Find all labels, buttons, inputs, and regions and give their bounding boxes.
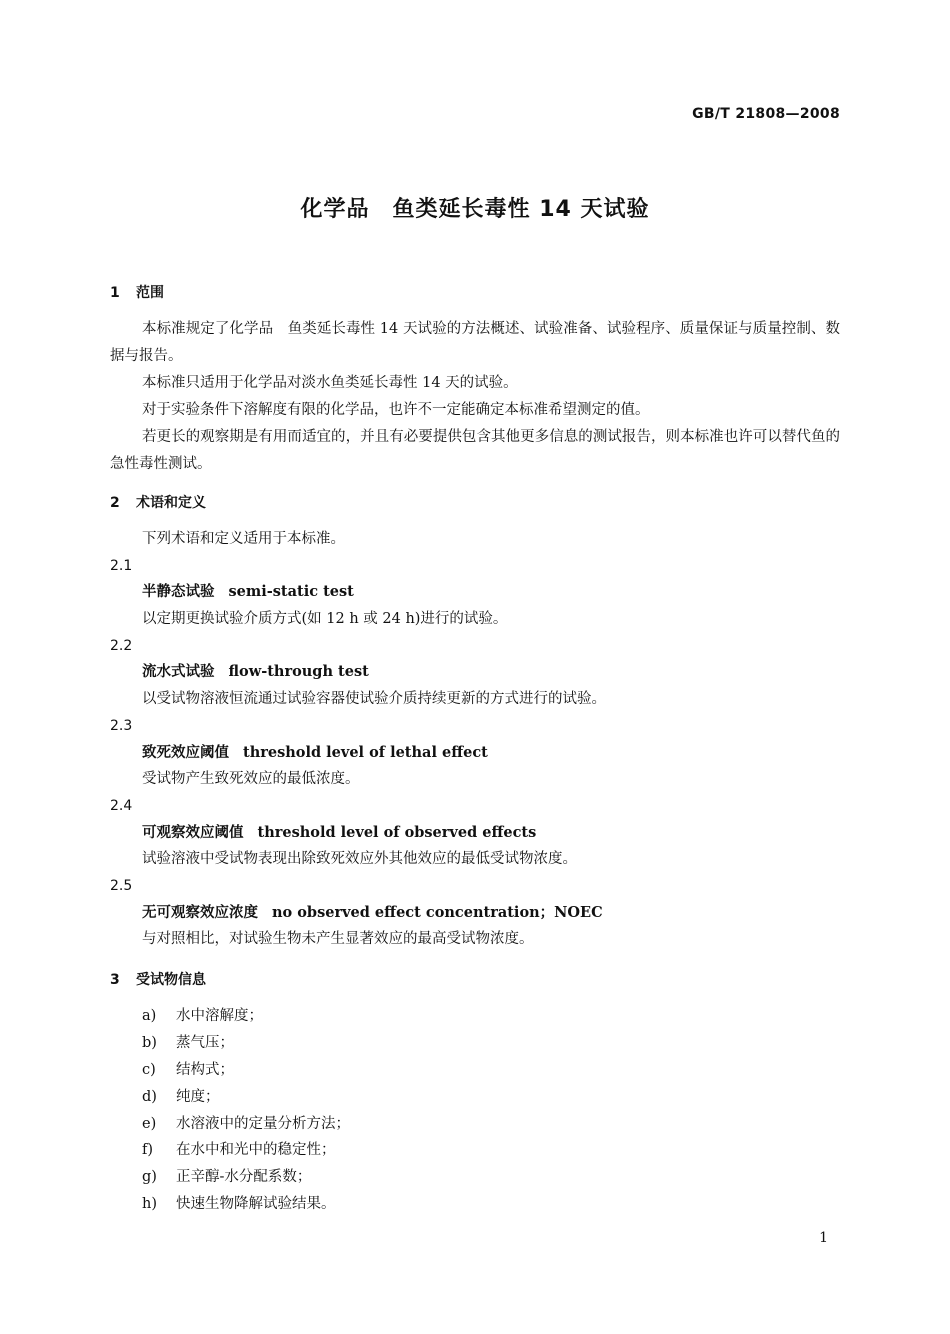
paragraph: 本标准规定了化学品 鱼类延长毒性 14 天试验的方法概述、试验准备、试验程序、质量保证与质量控制、数据与报告。 (110, 321, 840, 364)
list-item (110, 1137, 840, 1164)
clause-number: 2.4 (110, 797, 133, 814)
list-text: 水中溶解度； (176, 1008, 263, 1024)
term (110, 820, 840, 847)
list-label: c) (142, 1061, 156, 1078)
list-text: 结构式； (176, 1061, 234, 1078)
section-title: 术语和定义 (136, 495, 206, 511)
list-item (110, 1057, 840, 1084)
term-definition: 以定期更换试验介质方式(如 12 h 或 24 h)进行的试验。 (142, 611, 508, 628)
term (110, 740, 840, 767)
term-zh: 可观察效应阈值 (142, 823, 244, 841)
list-item (110, 1191, 840, 1218)
section-number: 2 (110, 495, 120, 511)
document-title: 化学品 鱼类延长毒性 14 天试验 (300, 197, 650, 222)
list-text: 在水中和光中的稳定性； (176, 1142, 336, 1159)
term-zh: 致死效应阈值 (142, 743, 229, 761)
section-title: 受试物信息 (136, 972, 206, 988)
section-number: 1 (110, 285, 120, 301)
list-text: 蒸气压； (176, 1034, 234, 1051)
section-intro: 下列术语和定义适用于本标准。 (142, 531, 345, 547)
term-zh: 半静态试验 (142, 583, 215, 601)
list-text: 快速生物降解试验结果。 (176, 1196, 336, 1213)
term-definition: 与对照相比，对试验生物未产生显著效应的最高受试物浓度。 (142, 931, 534, 948)
term-entry (110, 553, 840, 633)
term-en: threshold level of lethal effect (243, 743, 488, 761)
list-label: b) (142, 1034, 157, 1051)
document-body (110, 280, 840, 1218)
paragraph: 若更长的观察期是有用而适宜的，并且有必要提供包含其他更多信息的测试报告，则本标准也许可以替代鱼的急性毒性测试。 (110, 429, 840, 472)
clause-number: 2.3 (110, 717, 133, 734)
term (110, 900, 840, 927)
term-entry (110, 873, 840, 953)
list-label: f) (142, 1142, 154, 1159)
section-title: 范围 (136, 285, 164, 301)
list-label: h) (142, 1196, 157, 1213)
term-definition: 受试物产生致死效应的最低浓度。 (142, 771, 360, 788)
list-label: d) (142, 1088, 157, 1105)
info-list (110, 1003, 840, 1218)
section-number: 3 (110, 972, 120, 988)
term-en: threshold level of observed effects (257, 823, 537, 841)
list-label: a) (142, 1008, 157, 1024)
section-3-heading (110, 967, 840, 993)
clause-number: 2.2 (110, 637, 133, 654)
list-item (110, 1030, 840, 1057)
term-definition: 试验溶液中受试物表现出除致死效应外其他效应的最低受试物浓度。 (142, 851, 577, 868)
list-text: 正辛醇-水分配系数； (176, 1169, 312, 1186)
term-definition: 以受试物溶液恒流通过试验容器使试验介质持续更新的方式进行的试验。 (142, 691, 606, 708)
term (110, 579, 840, 606)
clause-number: 2.1 (110, 557, 133, 574)
list-text: 水溶液中的定量分析方法； (176, 1115, 350, 1132)
term-en: no observed effect concentration；NOEC (272, 903, 603, 921)
list-label: e) (142, 1115, 157, 1132)
section-1-heading (110, 280, 840, 306)
clause-number: 2.5 (110, 877, 133, 894)
term-entry (110, 633, 840, 713)
list-item (110, 1084, 840, 1111)
paragraph: 对于实验条件下溶解度有限的化学品，也许不一定能确定本标准希望测定的值。 (142, 402, 650, 418)
list-item (110, 1164, 840, 1191)
term-en: semi-static test (228, 583, 354, 601)
term (110, 659, 840, 686)
term-en: flow-through test (228, 663, 369, 681)
term-entry (110, 713, 840, 793)
term-entry (110, 793, 840, 873)
term-zh: 无可观察效应浓度 (142, 903, 258, 921)
term-zh: 流水式试验 (142, 663, 215, 681)
list-item (110, 1111, 840, 1138)
paragraph: 本标准只适用于化学品对淡水鱼类延长毒性 14 天的试验。 (142, 375, 518, 391)
list-text: 纯度； (176, 1088, 220, 1105)
list-item (110, 1003, 840, 1030)
list-label: g) (142, 1169, 157, 1186)
section-2-heading (110, 490, 840, 516)
page-number: 1 (819, 1230, 828, 1246)
standard-code: GB/T 21808—2008 (692, 106, 840, 122)
